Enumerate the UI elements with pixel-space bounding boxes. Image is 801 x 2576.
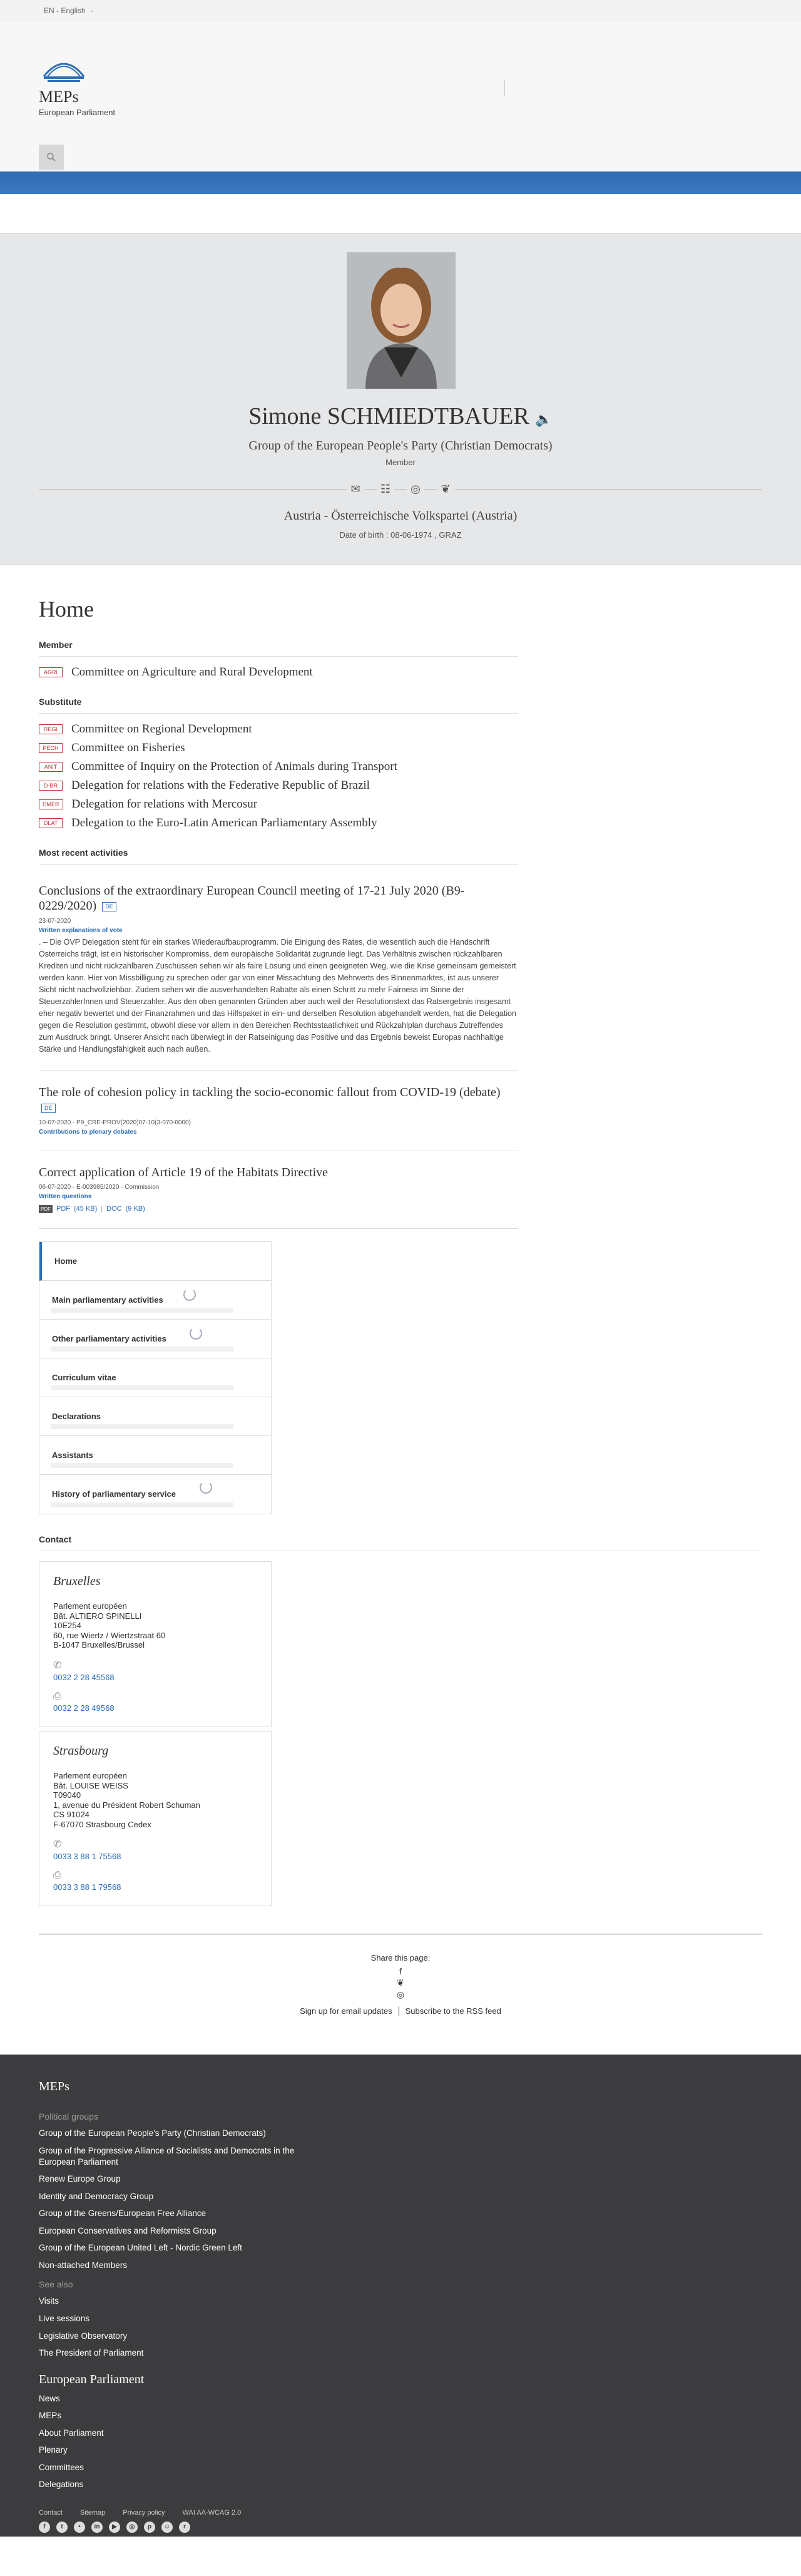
nav-item-assistants[interactable]: Assistants <box>39 1436 271 1475</box>
committee-name: Committee on Agriculture and Rural Development <box>71 665 313 679</box>
committee-name: Delegation for relations with Mercosur <box>71 798 258 811</box>
member-heading: Member <box>39 640 518 657</box>
footer-group-link[interactable]: European Conservatives and Reformists Group <box>39 2225 217 2235</box>
committee-tag: AGRI <box>39 667 63 677</box>
nav-item-main-activities[interactable]: Main parliamentary activities <box>39 1281 271 1320</box>
committee-item[interactable] <box>39 760 762 774</box>
privacy-link[interactable]: Privacy policy <box>123 2508 165 2517</box>
language-bar <box>0 0 801 21</box>
accessibility-link[interactable]: WAI AA-WCAG 2.0 <box>182 2508 242 2517</box>
header-divider <box>504 80 505 96</box>
twitter-icon[interactable]: ❦ <box>397 1978 404 1988</box>
committee-item[interactable] <box>39 798 762 811</box>
mep-profile <box>0 233 801 565</box>
footer-social-icons <box>39 2522 762 2533</box>
activity-type-link[interactable]: Written explanations of vote <box>39 926 123 934</box>
twitter-icon[interactable]: t <box>56 2522 68 2533</box>
contact-link[interactable]: Contact <box>39 2508 63 2517</box>
committee-item[interactable] <box>39 741 762 755</box>
snapchat-icon[interactable]: ☺ <box>161 2522 173 2533</box>
activity-date: 10-07-2020 - P9_CRE-PROV(2020)07-10(3-070-0000) <box>39 1119 191 1126</box>
flickr-icon[interactable]: • <box>74 2522 85 2533</box>
activity-type-link[interactable]: Contributions to plenary debates <box>39 1128 137 1136</box>
youtube-icon[interactable]: ▶ <box>109 2522 120 2533</box>
committee-name: Delegation to the Euro-Latin American Parliamentary Assembly <box>71 816 377 829</box>
footer-see-also-link[interactable]: The President of Parliament <box>39 2348 144 2358</box>
language-selector[interactable] <box>44 6 94 15</box>
phone-number[interactable]: 0033 3 88 1 75568 <box>53 1852 121 1862</box>
mep-country-party: Austria - Österreichische Volkspartei (Austria) <box>283 509 518 523</box>
nav-item-other-activities[interactable]: Other parliamentary activities <box>39 1320 271 1358</box>
doc-size: (9 KB) <box>125 1205 145 1213</box>
footer-group-link[interactable]: Non-attached Members <box>39 2260 128 2270</box>
activity-date: 23-07-2020 <box>39 917 71 925</box>
footer-ep-link[interactable]: Delegations <box>39 2480 84 2490</box>
committee-tag: D-BR <box>39 781 63 791</box>
substitute-heading: Substitute <box>39 697 518 714</box>
office-address: Parlement européen Bât. LOUISE WEISS T09040 1, avenue du Président Robert Schuman CS 91024 F-67070 Strasbourg Cedex <box>53 1770 200 1829</box>
footer-group-link[interactable]: Group of the European United Left - Nordic Green Left <box>39 2243 242 2253</box>
footer-ep-link[interactable]: Committees <box>39 2462 84 2472</box>
committee-item[interactable] <box>39 722 762 736</box>
pdf-link[interactable]: PDF <box>56 1205 70 1213</box>
committee-name: Delegation for relations with the Federative Republic of Brazil <box>71 779 370 792</box>
pdf-size: (45 KB) <box>74 1205 98 1213</box>
ep-logo-icon <box>39 51 89 86</box>
phone-icon: ✆ <box>53 1839 62 1850</box>
footer-see-also-link[interactable]: Legislative Observatory <box>39 2331 128 2341</box>
fax-icon: ⎙ <box>53 1870 61 1881</box>
footer-ep-link[interactable]: About Parliament <box>39 2428 104 2438</box>
subscribe-links <box>39 2006 762 2016</box>
phone-number[interactable]: 0032 2 28 45568 <box>53 1672 115 1682</box>
office-card-bruxelles <box>39 1561 272 1727</box>
share-section <box>39 1953 762 2016</box>
search-button[interactable] <box>39 145 64 170</box>
nav-item-cv[interactable]: Curriculum vitae <box>39 1358 271 1397</box>
mep-name: Simone SCHMIEDTBAUER 🔈 <box>248 403 553 429</box>
committee-tag: ANIT <box>39 762 63 772</box>
linkedin-icon[interactable]: in <box>91 2522 103 2533</box>
footer-ep-link[interactable]: News <box>39 2393 60 2403</box>
committee-tag: REGI <box>39 724 63 734</box>
language-badge: DE <box>102 902 116 911</box>
mep-photo <box>347 252 456 389</box>
document-links <box>39 1205 518 1213</box>
committee-item[interactable] <box>39 779 762 793</box>
site-subtitle: European Parliament <box>39 108 116 117</box>
see-also-label: See also <box>39 2279 73 2290</box>
loading-icon <box>200 1481 212 1494</box>
political-groups-label: Political groups <box>39 2112 98 2122</box>
phone-icon: ✆ <box>53 1660 62 1671</box>
mep-section-nav <box>39 1241 272 1514</box>
speaker-icon[interactable]: 🔈 <box>535 411 553 427</box>
activity-item <box>39 1085 518 1151</box>
footer-group-link[interactable]: Group of the Progressive Alliance of Socialists and Democrats in the European Parliament <box>39 2146 295 2167</box>
email-icon[interactable]: ✉ <box>347 481 364 497</box>
website-icon[interactable]: ☷ <box>377 481 394 497</box>
nav-item-history[interactable]: History of parliamentary service <box>39 1475 271 1514</box>
footer-ep-link[interactable]: MEPs <box>39 2411 62 2421</box>
activity-title[interactable]: The role of cohesion policy in tackling the socio-economic fallout from COVID-19 (debate) DE <box>39 1085 518 1116</box>
reddit-icon[interactable]: r <box>179 2522 190 2533</box>
page-title: Home <box>39 597 94 622</box>
fax-icon: ⎙ <box>53 1690 61 1701</box>
navigation-band <box>0 172 801 194</box>
site-logo[interactable] <box>39 51 762 117</box>
language-badge: DE <box>41 1104 56 1113</box>
committee-name: Committee on Fisheries <box>71 741 185 754</box>
activity-item <box>39 883 518 1071</box>
office-city: Strasbourg <box>53 1743 109 1758</box>
activity-title[interactable]: Conclusions of the extraordinary European Council meeting of 17-21 July 2020 (B9-0229/2020) DE <box>39 884 465 913</box>
committee-item[interactable] <box>39 816 762 830</box>
sitemap-link[interactable]: Sitemap <box>79 2508 106 2517</box>
fax-number[interactable]: 0032 2 28 49568 <box>53 1703 115 1713</box>
mep-political-group: Group of the European People's Party (Christian Democrats) <box>248 439 553 453</box>
committee-tag: DLAT <box>39 818 63 828</box>
share-label: Share this page: <box>370 1953 431 1963</box>
office-address: Parlement européen Bât. ALTIERO SPINELLI 10E254 60, rue Wiertz / Wiertzstraat 60 B-1047 Bruxelles/Brussel <box>53 1601 166 1650</box>
committee-item[interactable] <box>39 665 762 679</box>
footer-group-link[interactable]: Group of the Greens/European Free Alliance <box>39 2209 207 2219</box>
committee-name: Committee of Inquiry on the Protection of Animals during Transport <box>71 760 397 773</box>
portrait-image <box>347 252 456 389</box>
site-header <box>0 21 801 172</box>
activity-text: . – Die ÖVP Delegation steht für ein starkes Wiederaufbauprogramm. Die Einigung des Rates, die wesentlich auch die Handschrift Österreichs trägt, ist ein historischer Kompromiss, dem europäische Solidarität zugrunde liegt. Das Verhältnis zwischen rückzahlbaren Krediten und nicht rückzahlbaren Zuschüssen sehen wir als faire Lösung und einen geeigneten Weg, wie die Krise gemeinsam gemeistert werden kann. Hier von Missbilligung zu sprechen oder gar von einer Missachtung des Mehrwerts des Binnenmarktes, ist aus unserer Sicht nicht nachvollziehbar. Zudem sehen wir die ausverhandelten Rabatte als einen Schritt zu mehr Fairness im Sinne der SteuerzahlerInnen und Steuerzahler. Aus den oben genannten Gründen aber auch weil der Resolutionstext das Ratsergebnis insgesamt eher negativ bewertet und der Finanzrahmen und das Hilfspaket in ein- und derselben Resolution abgehandelt werden, hat die Delegation gegen die Resolution gestimmt, obwohl diese vor allem in den Bereichen Rechtsstaatlichkeit und Rückzahlplan durchaus Zutreffendes zum Ausdruck bringt. Unserer Ansicht nach überwiegt in der Ratseinigung das Positive und das Ergebnis beweist Europas nachhaltige Stärke und Handlungsfähigkeit auch nach außen. <box>39 937 517 1054</box>
search-icon <box>46 152 56 162</box>
footer-ep-title[interactable]: European Parliament <box>39 2372 145 2386</box>
nav-item-home[interactable]: Home <box>39 1242 271 1281</box>
pinterest-icon[interactable]: p <box>144 2522 155 2533</box>
facebook-icon[interactable]: ◎ <box>407 481 424 497</box>
mep-social-links <box>0 481 801 497</box>
pdf-icon: PDF <box>39 1205 53 1213</box>
main-content <box>0 596 801 2016</box>
footer-bottom-links <box>39 2509 762 2517</box>
facebook-icon[interactable]: f <box>39 2522 50 2533</box>
committee-tag: DMER <box>39 799 63 809</box>
site-title: MEPs <box>39 88 79 106</box>
link-separator: | <box>101 1205 103 1213</box>
office-city: Bruxelles <box>53 1574 101 1588</box>
footer-group-link[interactable]: Renew Europe Group <box>39 2174 121 2184</box>
activity-item <box>39 1165 518 1229</box>
site-footer <box>0 2055 801 2537</box>
committee-name: Committee on Regional Development <box>71 722 252 736</box>
footer-group-link[interactable]: Identity and Democracy Group <box>39 2191 154 2201</box>
mep-date-of-birth: Date of birth : 08-06-1974 , GRAZ <box>339 530 462 540</box>
activity-date: 06-07-2020 - E-003985/2020 - Commission <box>39 1183 160 1191</box>
office-card-strasbourg <box>39 1731 272 1907</box>
footer-ep-link[interactable]: Plenary <box>39 2445 68 2455</box>
mep-role: Member <box>385 458 416 467</box>
footer-see-also-link[interactable]: Live sessions <box>39 2313 90 2323</box>
doc-link[interactable]: DOC <box>106 1205 122 1213</box>
linkedin-icon[interactable]: ◎ <box>396 1989 405 2000</box>
footer-title[interactable]: MEPs <box>39 2080 69 2094</box>
activities-heading: Most recent activities <box>39 848 518 865</box>
loading-icon <box>190 1327 202 1340</box>
chevron-down-icon: ⌄ <box>89 7 94 13</box>
share-icons <box>39 1966 762 2000</box>
loading-icon <box>183 1288 196 1301</box>
rss-link[interactable]: Subscribe to the RSS feed <box>405 2006 501 2016</box>
email-updates-link[interactable]: Sign up for email updates <box>300 2006 392 2016</box>
facebook-icon[interactable]: f <box>399 1966 402 1977</box>
footer-see-also-link[interactable]: Visits <box>39 2296 59 2306</box>
committee-tag: PECH <box>39 743 63 753</box>
fax-number[interactable]: 0033 3 88 1 79568 <box>53 1882 121 1892</box>
activity-type-link[interactable]: Written questions <box>39 1193 92 1200</box>
nav-item-declarations[interactable]: Declarations <box>39 1397 271 1436</box>
language-label: EN - English <box>44 6 86 15</box>
footer-group-link[interactable]: Group of the European People's Party (Christian Democrats) <box>39 2128 266 2138</box>
instagram-icon[interactable]: ◎ <box>126 2522 138 2533</box>
twitter-icon[interactable]: ❦ <box>437 481 454 497</box>
activity-title[interactable]: Correct application of Article 19 of the Habitats Directive <box>39 1165 329 1179</box>
contact-heading: Contact <box>39 1534 762 1551</box>
